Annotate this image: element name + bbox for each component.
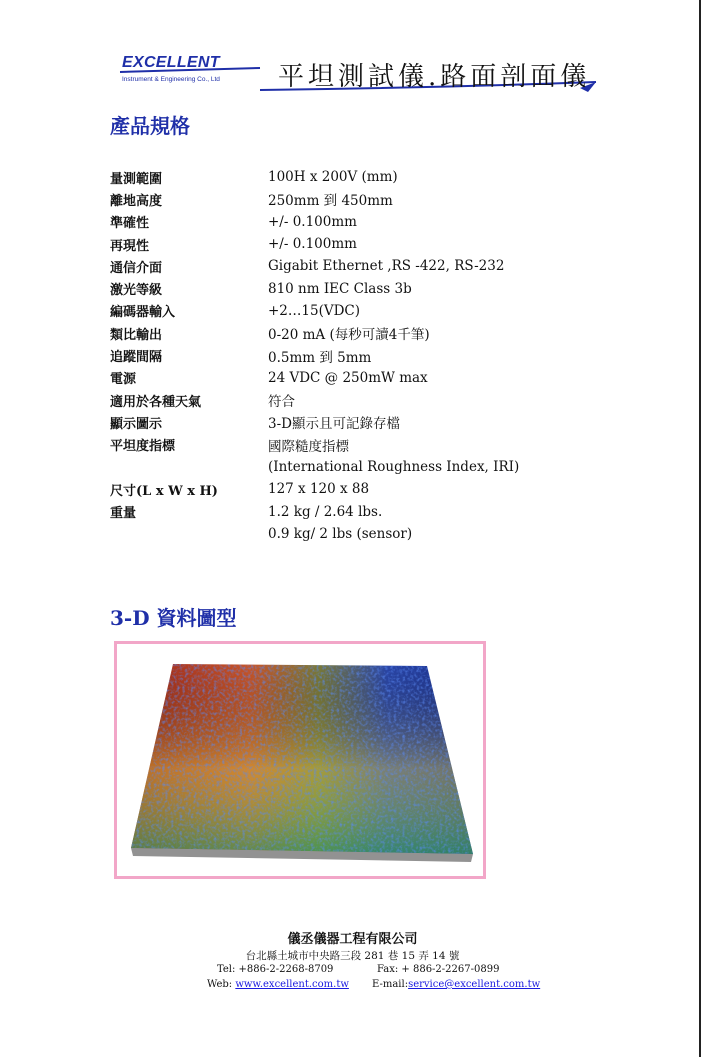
spec-row <box>110 478 590 500</box>
company-logo-subtitle: Instrument & Engineering Co., Ltd <box>122 76 220 83</box>
spec-value: 127 x 120 x 88 <box>268 481 370 498</box>
spec-label: 顯示圖示 <box>110 416 163 432</box>
spec-label: 量測範圍 <box>110 171 163 187</box>
footer-address: 台北縣土城市中央路三段 281 巷 15 弄 14 號 <box>245 950 460 962</box>
spec-label: 電源 <box>110 372 137 388</box>
spec-label: 通信介面 <box>110 260 163 276</box>
spec-row <box>110 523 590 545</box>
specs-table <box>110 166 590 545</box>
spec-value: 0.5mm 到 5mm <box>268 349 372 366</box>
spec-value: 250mm 到 450mm <box>268 193 393 210</box>
surface-3d-plot <box>117 644 483 876</box>
spec-value: +2…15(VDC) <box>268 302 361 319</box>
footer-web <box>207 979 349 990</box>
spec-value: 0.9 kg/ 2 lbs (sensor) <box>268 525 413 542</box>
spec-value: 810 nm IEC Class 3b <box>268 280 412 297</box>
spec-value: 符合 <box>268 394 295 411</box>
company-logo-name: EXCELLENT <box>122 54 220 71</box>
spec-label: 編碼器輸入 <box>110 305 176 321</box>
spec-row <box>110 277 590 299</box>
spec-value: 0-20 mA (每秒可讀4千筆) <box>268 327 430 344</box>
footer-email <box>372 979 540 990</box>
specs-heading: 產品規格 <box>110 114 190 138</box>
spec-label: 重量 <box>110 506 137 522</box>
spec-row <box>110 389 590 411</box>
spec-label: 離地高度 <box>110 193 163 209</box>
footer-web-link[interactable]: www.excellent.com.tw <box>235 979 349 990</box>
page-edge-rule <box>699 0 701 1057</box>
spec-label: 追蹤間隔 <box>110 350 163 366</box>
spec-row <box>110 322 590 344</box>
spec-value: 24 VDC @ 250mW max <box>268 369 428 386</box>
spec-row <box>110 434 590 456</box>
spec-label: 尺寸(L x W x H) <box>110 483 218 499</box>
spec-row <box>110 166 590 188</box>
spec-value: +/- 0.100mm <box>268 213 357 230</box>
spec-label: 準確性 <box>110 216 150 232</box>
footer-company-name: 儀丞儀器工程有限公司 <box>287 932 418 947</box>
spec-value: 國際糙度指標 <box>268 438 349 455</box>
footer-fax: Fax: + 886-2-2267-0899 <box>377 964 500 975</box>
spec-label: 再現性 <box>110 238 150 254</box>
surface-3d-figure <box>114 641 486 879</box>
spec-row <box>110 188 590 210</box>
spec-row <box>110 344 590 366</box>
spec-row <box>110 411 590 433</box>
spec-row <box>110 255 590 277</box>
spec-row <box>110 456 590 478</box>
spec-value: Gigabit Ethernet ,RS -422, RS-232 <box>268 258 505 275</box>
spec-value: 3-D顯示且可記錄存檔 <box>268 416 400 433</box>
spec-row <box>110 367 590 389</box>
page-title: 平坦測試儀.路面剖面儀 <box>278 62 591 92</box>
footer-web-label: Web: <box>207 979 236 990</box>
footer-email-label: E-mail: <box>372 979 409 990</box>
spec-value: 1.2 kg / 2.64 lbs. <box>268 503 383 520</box>
spec-value: 100H x 200V (mm) <box>268 169 398 186</box>
spec-row <box>110 500 590 522</box>
document-header <box>100 46 600 96</box>
footer-email-link[interactable]: service@excellent.com.tw <box>408 979 541 990</box>
spec-label: 類比輸出 <box>110 327 163 343</box>
figure-heading: 3-D 資料圖型 <box>110 606 237 630</box>
spec-value: (International Roughness Index, IRI) <box>268 459 520 475</box>
spec-row <box>110 233 590 255</box>
spec-label: 激光等級 <box>110 283 163 299</box>
spec-label: 適用於各種天氣 <box>110 394 202 410</box>
footer-telephone: Tel: +886-2-2268-8709 <box>217 964 334 975</box>
spec-row <box>110 300 590 322</box>
spec-row <box>110 211 590 233</box>
spec-value: +/- 0.100mm <box>268 236 357 253</box>
spec-label: 平坦度指標 <box>110 439 176 455</box>
